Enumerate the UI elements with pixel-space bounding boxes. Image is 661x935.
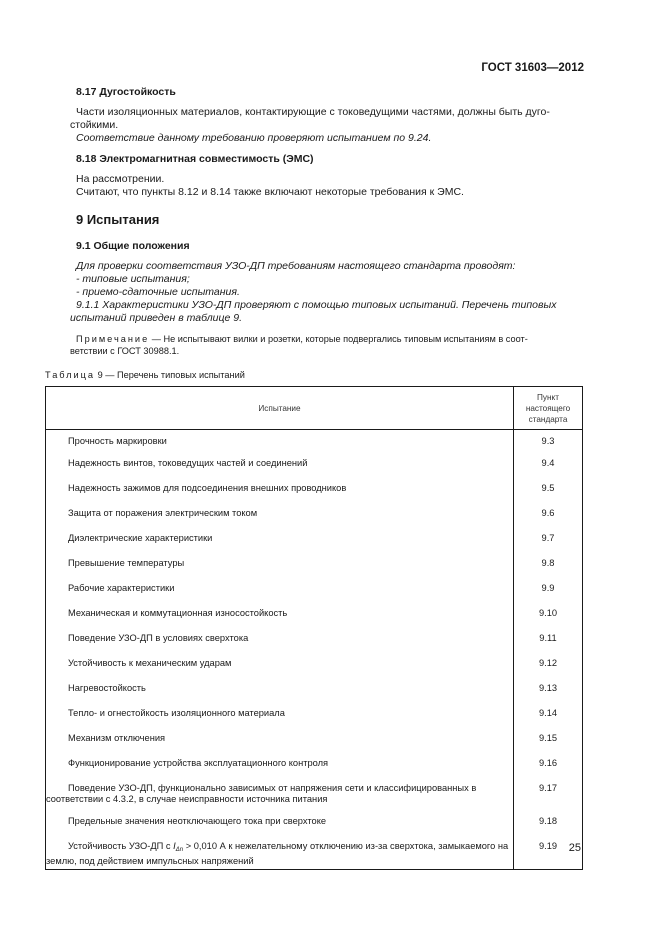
test-name: Нагревостойкость [46, 680, 514, 705]
column-header-clause-l2: настоящего [525, 403, 571, 413]
section-8-17-title: 8.17 Дугостойкость [76, 86, 176, 98]
test-name: Превышение температуры [46, 555, 514, 580]
clause-number: 9.12 [514, 655, 583, 680]
clause-9-1-1-line1: 9.1.1 Характеристики УЗО-ДП проверяют с помощью типовых испытаний. Перечень типовых [76, 299, 557, 311]
test-name: Диэлектрические характеристики [46, 530, 514, 555]
column-header-clause-l3: стандарта [528, 414, 568, 424]
table-row [46, 530, 583, 555]
table-row [46, 705, 583, 730]
section-9-title: 9 Испытания [76, 212, 160, 227]
test-name: Предельные значения неотключающего тока при сверхтоке [46, 813, 514, 838]
column-header-test: Испытание [46, 387, 514, 430]
symbol-i: I [173, 841, 176, 851]
table-row [46, 430, 583, 456]
table-row [46, 730, 583, 755]
test-name: Механизм отключения [46, 730, 514, 755]
test-name: Поведение УЗО-ДП, функционально зависимых от напряжения сети и классифицированных в соответствии с 4.3.2, в случае неисправности источника питания [46, 780, 514, 813]
section-8-18-title: 8.18 Электромагнитная совместимость (ЭМС) [76, 153, 314, 165]
clause-number: 9.14 [514, 705, 583, 730]
table-row [46, 780, 583, 813]
clause-number: 9.15 [514, 730, 583, 755]
test-name: Надежность зажимов для подсоединения внешних проводников [46, 480, 514, 505]
column-header-clause-l1: Пункт [537, 392, 559, 402]
symbol-subscript: Δn [175, 847, 184, 853]
test-name: Надежность винтов, токоведущих частей и соединений [46, 455, 514, 480]
note-text-line2: ветствии с ГОСТ 30988.1. [70, 346, 180, 356]
clause-number: 9.11 [514, 630, 583, 655]
test-name: Устойчивость к механическим ударам [46, 655, 514, 680]
section-8-17-check: Соответствие данному требованию проверяют испытанием по 9.24. [76, 132, 432, 144]
clause-number: 9.17 [514, 780, 583, 813]
table-row [46, 455, 583, 480]
table-row [46, 580, 583, 605]
table-caption-text: 9 — Перечень типовых испытаний [95, 370, 245, 380]
test-name: Поведение УЗО-ДП в условиях сверхтока [46, 630, 514, 655]
column-header-clause [514, 387, 583, 430]
table-row [46, 480, 583, 505]
table-caption-label: Таблица [45, 370, 96, 380]
clause-number: 9.10 [514, 605, 583, 630]
table-row [46, 838, 583, 870]
table-header-row [46, 387, 583, 430]
page-content [70, 86, 582, 357]
clause-number: 9.9 [514, 580, 583, 605]
test-name-part1: Устойчивость УЗО-ДП с [68, 841, 174, 851]
standard-header: ГОСТ 31603—2012 [481, 62, 584, 74]
test-name: Рабочие характеристики [46, 580, 514, 605]
table-row [46, 655, 583, 680]
clause-number: 9.8 [514, 555, 583, 580]
clause-number: 9.13 [514, 680, 583, 705]
section-8-18-p1: На рассмотрении. [76, 173, 165, 185]
section-8-17-line2: стойкими. [70, 119, 119, 131]
test-name [46, 838, 514, 870]
table-row [46, 813, 583, 838]
section-8-18-p2: Считают, что пункты 8.12 и 8.14 также включают некоторые требования к ЭМС. [76, 186, 464, 198]
test-name: Защита от поражения электрическим током [46, 505, 514, 530]
section-8-17-line1: Части изоляционных материалов, контактирующие с токоведущими частями, должны быть дуго- [76, 106, 550, 118]
test-name: Механическая и коммутационная износостойкость [46, 605, 514, 630]
table-row [46, 605, 583, 630]
page-number: 25 [568, 842, 581, 854]
section-9-1-title: 9.1 Общие положения [76, 240, 190, 252]
table-row [46, 680, 583, 705]
table-row [46, 505, 583, 530]
note [76, 333, 582, 345]
note-label: Примечание [76, 334, 150, 344]
clause-number: 9.5 [514, 480, 583, 505]
test-name: Прочность маркировки [46, 430, 514, 456]
clause-number: 9.7 [514, 530, 583, 555]
table-row [46, 555, 583, 580]
tests-table [45, 386, 583, 870]
clause-number: 9.18 [514, 813, 583, 838]
test-name: Функционирование устройства эксплуатационного контроля [46, 755, 514, 780]
clause-number: 9.3 [514, 430, 583, 456]
list-item-type-tests: - типовые испытания; [76, 273, 190, 285]
clause-number: 9.16 [514, 755, 583, 780]
clause-number: 9.19 [514, 838, 583, 870]
clause-9-1-1-line2: испытаний приведен в таблице 9. [70, 312, 243, 324]
test-name: Тепло- и огнестойкость изоляционного материала [46, 705, 514, 730]
section-8-17-text [76, 106, 582, 119]
table-row [46, 755, 583, 780]
note-text: — Не испытывают вилки и розетки, которые подвергались типовым испытаниям в соот- [149, 334, 528, 344]
clause-number: 9.4 [514, 455, 583, 480]
clause-number: 9.6 [514, 505, 583, 530]
section-9-1-p1: Для проверки соответствия УЗО-ДП требованиям настоящего стандарта проводят: [76, 260, 516, 272]
table-caption [45, 370, 245, 380]
test-name-part2: > 0,010 А к нежелательному отключению из-за сверхтока, замыкаемого на землю, под действием импульсных напряжений [46, 841, 509, 866]
table-row [46, 630, 583, 655]
list-item-acceptance-tests: - приемо-сдаточные испытания. [76, 286, 240, 298]
